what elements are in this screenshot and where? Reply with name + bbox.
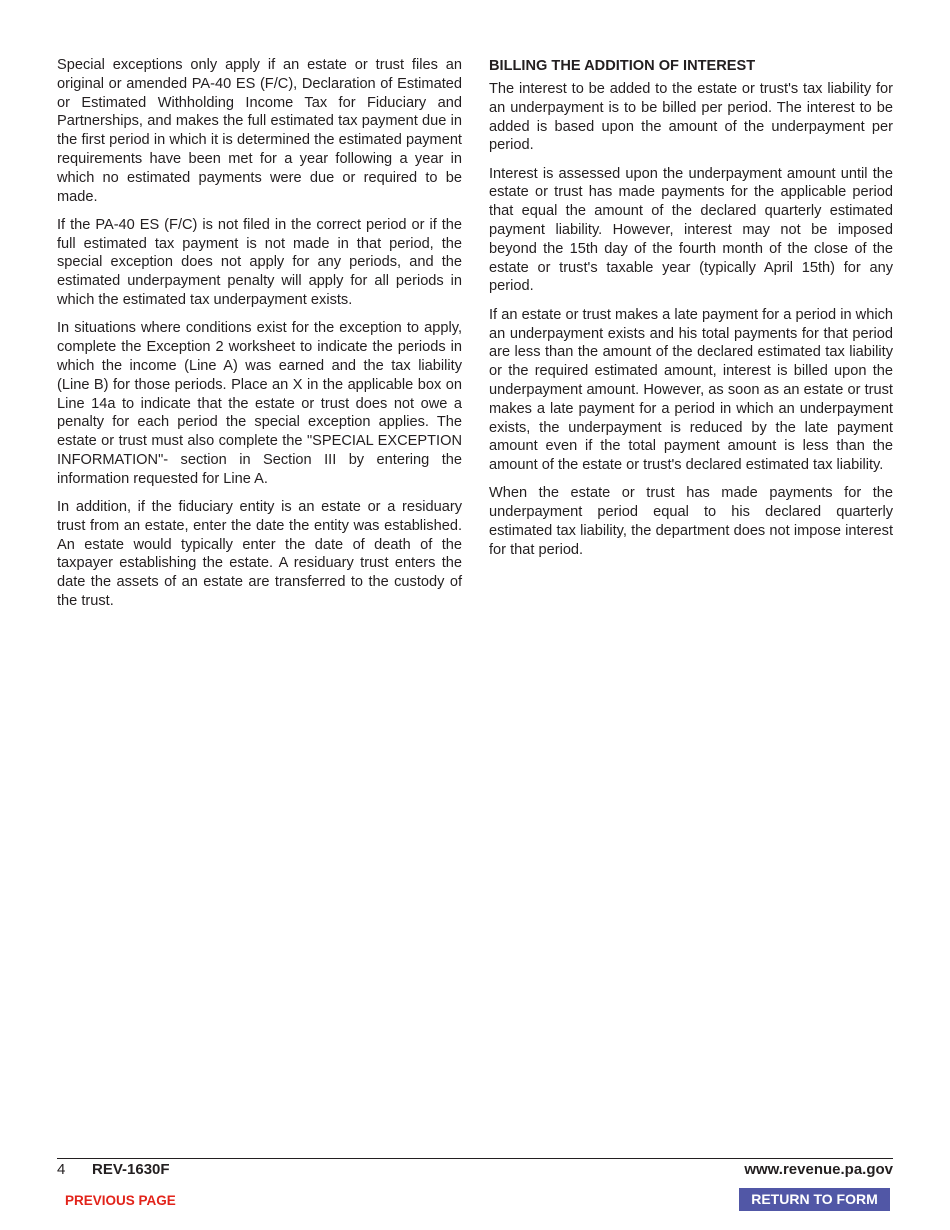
paragraph-fiduciary-entity-date: In addition, if the fiduciary entity is an estate or a residuary trust from an estate, enter the date the entity was established. An estate would typically enter the date of death of the taxpayer establishing the estate. A residuary trust enters the date the assets of an estate are transferred to the custody of the trust. [57,499,462,610]
section-heading: BILLING THE ADDITION OF INTEREST [489,58,756,74]
return-to-form-button[interactable]: RETURN TO FORM [739,1188,890,1211]
footer-divider [57,1158,893,1159]
right-column [489,56,893,569]
paragraph-interest-assessed: Interest is assessed upon the underpayment amount until the estate or trust has made payments for the applicable period that equal the amount of the declared quarterly estimated payment liability. However, interest may not be imposed beyond the 15th day of the fourth month of the close of the estate or trust's taxable year (typically April 15th) for any period. [489,165,893,295]
left-column [57,56,462,620]
paragraph-interest-per-period: The interest to be added to the estate or trust's tax liability for an underpayment is to be billed per period. The interest to be added is based upon the amount of the underpayment per period. [489,81,893,154]
paragraph-late-payment: If an estate or trust makes a late payment for a period in which an underpayment exists and his total payments for that period are less than the amount of the declared estimated tax liability or the required estimated amount, interest is billed upon the underpayment amount. However, as soon as an estate or trust makes a late payment for a period in which an underpayment exists, the underpayment is reduced by the late payment amount even if the total payment amount is less than the amount of the estate or trust's declared estimated tax liability. [489,306,893,474]
paragraph-filing-period: If the PA-40 ES (F/C) is not filed in the correct period or if the full estimated tax payment is not made in that period, the special exception does not apply for any periods, and the estimated underpayment penalty will apply for all periods in which the estimated tax underpayment exists. [57,216,462,309]
form-id: REV-1630F [92,1161,170,1178]
website-url: www.revenue.pa.gov [744,1161,893,1178]
previous-page-link[interactable]: PREVIOUS PAGE [65,1193,176,1208]
paragraph-no-interest: When the estate or trust has made payments for the underpayment period equal to his declared quarterly estimated tax liability, the department does not impose interest for that period. [489,485,893,558]
paragraph-special-exceptions: Special exceptions only apply if an estate or trust files an original or amended PA-40 ES (F/C), Declaration of Estimated or Estimated Withholding Income Tax for Fiduciary and Partnerships, and makes the full estimated tax payment due in the first period in which it is determined the estimated payment requirements have been met for a year following a year in which no estimated payments were due or required to be made. [57,57,462,205]
paragraph-exception-worksheet: In situations where conditions exist for the exception to apply, complete the Exception 2 worksheet to indicate the periods in which the income (Line A) was earned and the tax liability (Line B) for those periods. Place an X in the applicable box on Line 14a to indicate that the estate or trust does not owe a penalty for each period the special exception applies. The estate or trust must also complete the "SPECIAL EXCEPTION INFORMATION"- section in Section III by entering the information requested for Line A. [57,320,462,487]
page-number: 4 [57,1161,66,1178]
